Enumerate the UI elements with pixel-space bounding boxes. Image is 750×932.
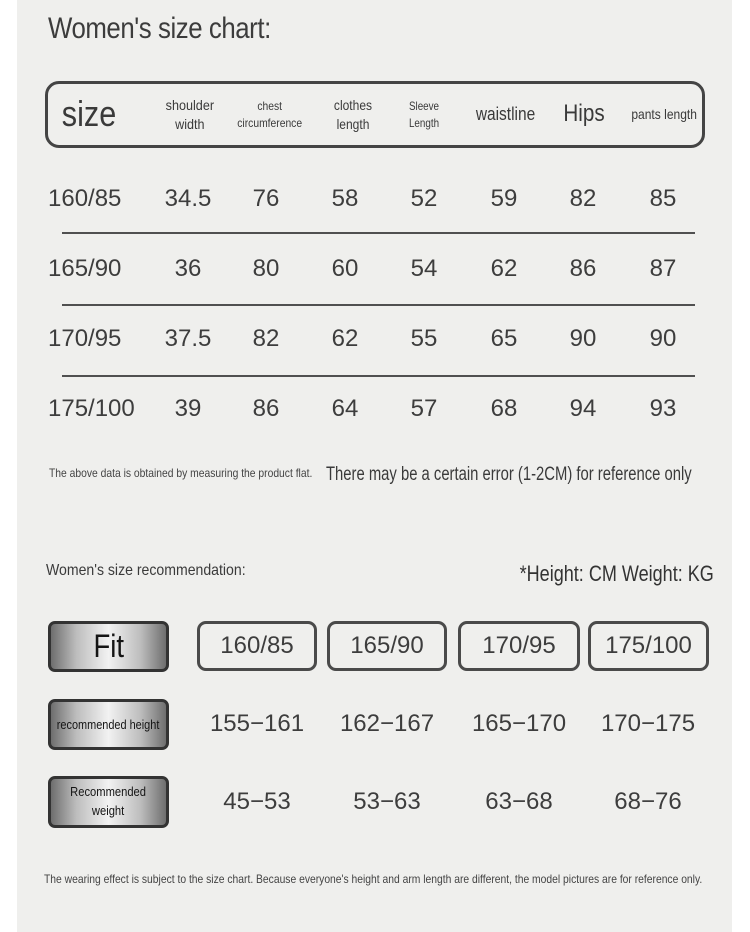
table-cell: 52: [410, 185, 438, 212]
fit-label: Fit: [48, 621, 169, 672]
recommendation-title: Women's size recommendation:: [46, 562, 246, 579]
table-cell: 87: [649, 255, 677, 282]
footer-disclaimer: The wearing effect is subject to the size chart. Because everyone's height and arm length are different, the model pictures are for reference only.: [44, 872, 703, 886]
table-cell: 34.5: [164, 185, 212, 212]
table-cell: 59: [490, 185, 518, 212]
header-hips: Hips: [563, 100, 605, 128]
table-cell: 82: [569, 185, 597, 212]
weight-range: 68−76: [614, 788, 682, 815]
units-label: *Height: CM Weight: KG: [519, 561, 714, 586]
row-divider: [62, 375, 695, 377]
recommended-height-label: recommended height: [48, 699, 169, 750]
table-cell: 160/85: [48, 185, 122, 212]
size-option: 175/100: [588, 621, 709, 671]
row-divider: [62, 304, 695, 306]
table-cell: 60: [331, 255, 359, 282]
size-option: 160/85: [197, 621, 317, 671]
weight-range: 63−68: [485, 788, 553, 815]
weight-range: 53−63: [353, 788, 421, 815]
table-cell: 76: [252, 185, 280, 212]
table-cell: 64: [331, 395, 359, 422]
recommended-weight-label: Recommended weight: [48, 776, 169, 828]
header-pants-length: pants length: [631, 106, 697, 123]
header-chest-circumference: chest circumference: [237, 99, 303, 130]
size-option: 165/90: [327, 621, 447, 671]
table-cell: 68: [490, 395, 518, 422]
size-option: 170/95: [458, 621, 580, 671]
table-cell: 82: [252, 325, 280, 352]
height-range: 162−167: [339, 710, 435, 737]
header-size: size: [61, 93, 117, 135]
table-cell: 65: [490, 325, 518, 352]
table-cell: 58: [331, 185, 359, 212]
error-note: There may be a certain error (1-2CM) for reference only: [326, 464, 692, 485]
table-cell: 57: [410, 395, 438, 422]
page-title: Women's size chart:: [48, 12, 271, 45]
table-cell: 62: [490, 255, 518, 282]
table-cell: 165/90: [48, 255, 122, 282]
table-cell: 170/95: [48, 325, 122, 352]
measurement-note: The above data is obtained by measuring the product flat.: [49, 466, 313, 480]
table-cell: 36: [174, 255, 202, 282]
weight-range: 45−53: [223, 788, 291, 815]
header-shoulder-width: shoulder width: [165, 96, 215, 132]
table-cell: 39: [174, 395, 202, 422]
table-cell: 90: [649, 325, 677, 352]
height-range: 170−175: [600, 710, 696, 737]
table-cell: 85: [649, 185, 677, 212]
table-cell: 90: [569, 325, 597, 352]
header-waistline: waistline: [476, 104, 536, 125]
header-sleeve-length: Sleeve Length: [408, 99, 440, 130]
table-cell: 37.5: [164, 325, 212, 352]
table-cell: 93: [649, 395, 677, 422]
table-cell: 86: [569, 255, 597, 282]
header-clothes-length: clothes length: [333, 96, 373, 132]
table-cell: 94: [569, 395, 597, 422]
table-cell: 55: [410, 325, 438, 352]
table-cell: 62: [331, 325, 359, 352]
row-divider: [62, 232, 695, 234]
table-cell: 175/100: [48, 395, 135, 422]
height-range: 155−161: [209, 710, 305, 737]
table-cell: 80: [252, 255, 280, 282]
table-cell: 54: [410, 255, 438, 282]
height-range: 165−170: [471, 710, 567, 737]
table-cell: 86: [252, 395, 280, 422]
